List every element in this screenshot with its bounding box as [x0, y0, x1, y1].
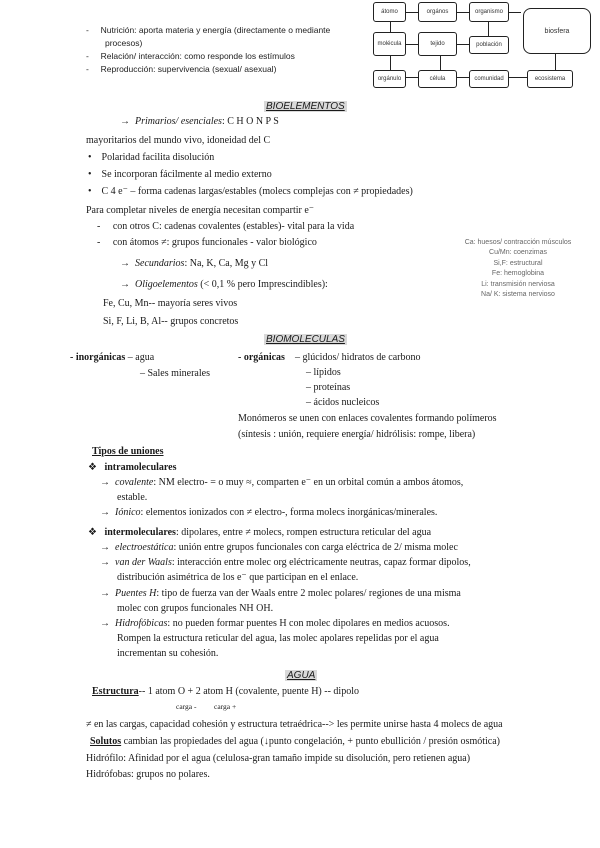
bullet-text: Reproducción: supervivencia (sexual/ asexual) — [100, 64, 277, 74]
covalente-cont: estable. — [117, 492, 148, 503]
oligoelementos-line: → Oligoelementos (< 0,1 % pero Imprescindibles): — [120, 279, 328, 290]
primarios-line: → Primarios/ esenciales: C H O N P S — [120, 116, 279, 127]
side-note-fe: Fe: hemoglobina — [491, 270, 545, 278]
carga-positiva: carga + — [214, 702, 237, 711]
diagram-box-organismo: organismo — [469, 2, 509, 22]
diamond-bullet-icon: ❖ — [88, 462, 105, 473]
arrow-icon: → — [100, 588, 115, 599]
org-proteinas: – proteínas — [306, 382, 351, 393]
org-lipidos: – lípidos — [306, 367, 341, 378]
arrow-icon: → — [100, 477, 115, 488]
org-acidos: – ácidos nucleicos — [306, 397, 380, 408]
organization-levels-diagram — [0, 0, 600, 100]
side-note-na: Na/ K: sistema nervioso — [481, 290, 555, 298]
arrow-icon: → — [120, 116, 135, 127]
covalente-line: → covalente: NM electro- = o muy ≈, comparten e⁻ en un orbital común a ambos átomos, — [100, 477, 464, 488]
bullet-dot-icon: • — [88, 152, 102, 163]
heading-tipos-uniones: Tipos de uniones — [92, 446, 164, 457]
diagram-box-ecosistema: ecosistema — [527, 70, 573, 88]
diagram-box-biosfera: biosfera — [523, 8, 591, 54]
bullet-dot-icon: • — [88, 169, 102, 180]
intermoleculares-line: ❖ intermoleculares: dipolares, entre ≠ molecs, rompen estructura reticular del agua — [88, 527, 432, 538]
oligo-line-1: Fe, Cu, Mn-- mayoría seres vivos — [103, 298, 238, 309]
secundarios-line: → Secundarios: Na, K, Ca, Mg y Cl — [120, 258, 269, 269]
hidrofilo-line: Hidrófilo: Afinidad por el agua (celulosa-gran tamaño impide su disolución, pero retienen agua) — [86, 753, 471, 764]
diamond-bullet-icon: ❖ — [88, 527, 105, 538]
sintesis-line: (síntesis : unión, requiere energía/ hidrólisis: rompe, libera) — [238, 429, 476, 440]
oligo-line-2: Si, F, Li, B, Al-- grupos concretos — [103, 316, 239, 327]
hidrofobicas-line: → Hidrofóbicas: no pueden formar puentes H con molec dipolares en medios acuosos. — [100, 618, 450, 629]
arrow-icon: → — [100, 542, 115, 553]
cargas-line: ≠ en las cargas, capacidad cohesión y estructura tetraédrica--> les permite unirse hasta 4 molecs de agua — [86, 719, 503, 730]
arrow-icon: → — [120, 258, 135, 269]
c-prop-2: • Se incorporan fácilmente al medio externo — [88, 169, 272, 180]
diagram-box-celula: célula — [418, 70, 457, 88]
diagram-box-tejido: tejido — [418, 32, 457, 56]
bullet-text: Relación/ interacción: como responde los estímulos — [100, 51, 295, 61]
bullet-reproduccion: - Reproducción: supervivencia (sexual/ asexual) — [86, 64, 277, 74]
arrow-icon: → — [100, 557, 115, 568]
bullet-relacion: - Relación/ interacción: como responde los estímulos — [86, 51, 295, 61]
vdw-cont: distribución asimétrica de los e⁻ que participan en el enlace. — [117, 572, 359, 583]
side-note-ca: Ca: huesos/ contracción músculos — [464, 239, 572, 246]
intramoleculares-line: ❖ intramoleculares — [88, 462, 177, 473]
vdw-line: → van der Waals: interacción entre molec org eléctricamente neutras, capaz formar dipolos, — [100, 557, 471, 568]
arrow-icon: → — [120, 279, 135, 290]
section-heading-bioelementos: BIOELEMENTOS — [266, 101, 345, 112]
compartir-1: - con otros C: cadenas covalentes (estables)- vital para la vida — [97, 221, 355, 232]
side-note-cu: Cu/Mn: coenzimas — [489, 249, 547, 257]
side-note-si: Si,F: estructural — [493, 259, 543, 267]
carga-negativa: carga - — [176, 702, 197, 711]
puentes-line: → Puentes H: tipo de fuerza van der Waals entre 2 molec polares/ regiones de una misma — [100, 588, 461, 599]
bullet-dot-icon: • — [88, 186, 102, 197]
c-prop-1: • Polaridad facilita disolución — [88, 152, 215, 163]
diagram-box-poblacion: población — [469, 36, 509, 54]
bullet-nutricion: - Nutrición: aporta materia y energía (directamente o mediante — [86, 25, 331, 35]
compartir-2: - con átomos ≠: grupos funcionales - valor biológico — [97, 237, 317, 248]
mayoritarios-line: mayoritarios del mundo vivo, idoneidad del C — [86, 135, 271, 146]
diagram-box-comunidad: comunidad — [469, 70, 509, 88]
estructura-line: Estructura-- 1 atom O + 2 atom H (covalente, puente H) -- dipolo — [92, 686, 359, 697]
section-heading-biomoleculas: BIOMOLECULAS — [266, 334, 345, 345]
diagram-box-organulo: orgánulo — [373, 70, 406, 88]
side-notes — [448, 239, 588, 299]
inorganicas-line: - inorgánicas – agua — [70, 352, 155, 363]
bullet-text: Nutrición: aporta materia y energía (directamente o mediante — [100, 25, 331, 35]
diagram-box-organos: orgános — [418, 2, 457, 22]
completar-line: Para completar niveles de energía necesitan compartir e⁻ — [86, 205, 315, 216]
organicas-line: - orgánicas – glúcidos/ hidratos de carbono — [238, 352, 421, 363]
diagram-box-molecula: molécula — [373, 32, 406, 56]
puentes-cont: molec con grupos funcionales NH OH. — [117, 603, 274, 614]
ionico-line: → Iónico: elementos ionizados con ≠ electro-, forma molecs inorgánicas/minerales. — [100, 507, 438, 518]
bullet-nutricion-cont: procesos) — [105, 38, 143, 48]
arrow-icon: → — [100, 618, 115, 629]
hidro-cont-1: Rompen la estructura reticular del agua, las molec apolares repelidas por el agua — [117, 633, 439, 644]
section-heading-agua: AGUA — [287, 670, 316, 681]
side-note-li: Li: transmisión nerviosa — [481, 280, 555, 288]
monomeros-line: Monómeros se unen con enlaces covalentes formando polímeros — [238, 413, 497, 424]
hidro-cont-2: incrementan su cohesión. — [117, 648, 219, 659]
electroestatica-line: → electroestática: unión entre grupos funcionales con carga eléctrica de 2/ misma molec — [100, 542, 458, 553]
hidrofobas-line: Hidrófobas: grupos no polares. — [86, 769, 210, 780]
solutos-line: Solutos cambian las propiedades del agua (↓punto congelación, + punto ebullición / presión osmótica) — [90, 736, 500, 747]
sales-minerales: – Sales minerales — [140, 368, 210, 379]
diagram-box-atomo: átomo — [373, 2, 406, 22]
arrow-icon: → — [100, 507, 115, 518]
c-prop-3: • C 4 e⁻ – forma cadenas largas/estables (molecs complejas con ≠ propiedades) — [88, 186, 413, 197]
